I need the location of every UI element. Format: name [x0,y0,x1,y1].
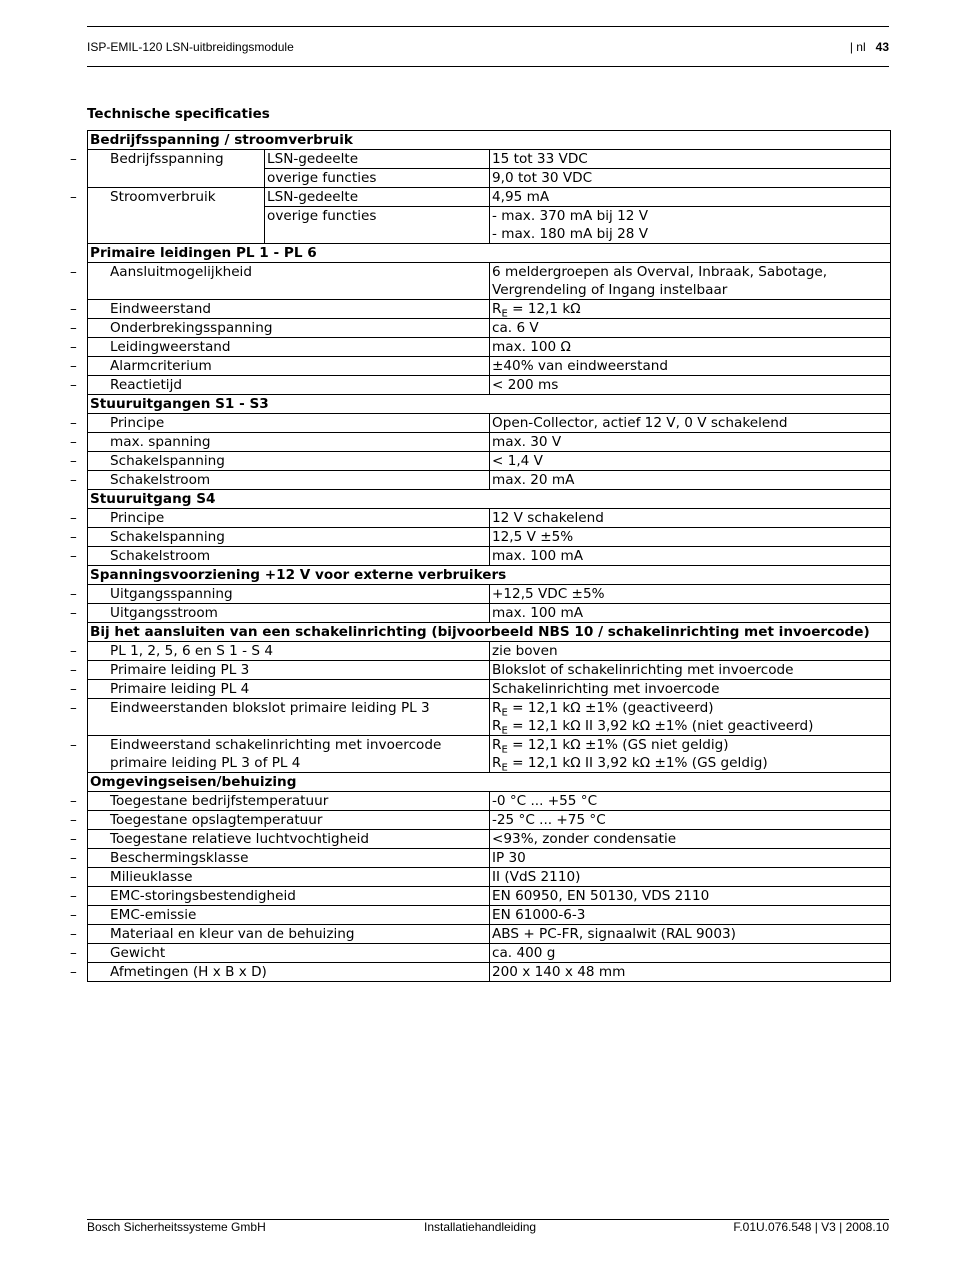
row-label: – Schakelspanning [70,453,225,469]
value-cell [490,319,891,338]
row-label: – Milieuklasse [70,869,193,885]
footer-doc-type: Installatiehandleiding [424,1220,537,1234]
value-cell [490,338,891,357]
row-label-cell [70,661,490,680]
row-label-cell [70,452,490,471]
dash-marker: – [70,812,77,828]
value-line: Schakelinrichting met invoercode [492,681,720,697]
value-line: $R_E = 12,1$ kΩ II 3,92 kΩ ±1% (GS geldig) [492,755,768,774]
row-label-cell [70,680,490,699]
row-label: – PL 1, 2, 5, 6 en S 1 - S 4 [70,643,273,659]
table-row [88,471,891,490]
row-label-cell [70,150,265,188]
footer-doc-number: F.01U.076.548 | V3 | 2008.10 [733,1220,889,1234]
table-row [88,642,891,661]
row-label-cell [70,887,490,906]
row-label: – Eindweerstand [70,301,212,317]
value-line: max. 100 mA [492,548,584,564]
table-row [88,357,891,376]
row-label: – Leidingweerstand [70,339,231,355]
value-line: < 200 ms [492,377,559,393]
value-cell [490,188,891,207]
group-header-row [88,773,891,792]
dash-marker: – [70,700,77,716]
dash-marker: – [70,964,77,980]
row-label-cell [70,319,490,338]
value-cell [490,792,891,811]
row-label-cell [70,811,490,830]
value-line: ABS + PC-FR, signaalwit (RAL 9003) [492,926,736,942]
value-cell [490,433,891,452]
table-row [88,963,891,982]
value-line: - max. 370 mA bij 12 V [492,208,649,224]
value-line: zie boven [492,643,558,659]
table-row [88,830,891,849]
row-label-cell [70,338,490,357]
value-cell [490,811,891,830]
table-row [88,792,891,811]
row-label-cell [70,925,490,944]
table-row [88,528,891,547]
value-cell [490,207,891,244]
value-line: 200 x 140 x 48 mm [492,964,626,980]
dash-marker: – [70,453,77,469]
value-cell [490,528,891,547]
dash-marker: – [70,662,77,678]
table-row [88,868,891,887]
value-line: ±40% van eindweerstand [492,358,669,374]
value-line: - max. 180 mA bij 28 V [492,226,649,242]
table-row [88,547,891,566]
value-cell [490,944,891,963]
row-label: – Schakelspanning [70,529,225,545]
row-label-cell [70,604,490,623]
value-line: $R_E = 12,1$ kΩ ±1% (GS niet geldig) [492,737,729,756]
row-label-cell [70,830,490,849]
row-label: – Primaire leiding PL 3 [70,662,250,678]
value-cell [490,585,891,604]
value-line: ca. 6 V [492,320,539,336]
dash-marker: – [70,850,77,866]
table-row [88,188,891,207]
row-label-cell [70,471,490,490]
row-label: – Primaire leiding PL 4 [70,681,250,697]
group-header-row [88,623,891,642]
value-cell [490,471,891,490]
group-header-row [88,490,891,509]
value-cell [490,661,891,680]
row-label: – Aansluitmogelijkheid [70,264,252,280]
dash-marker: – [70,377,77,393]
sub-label-cell: LSN-gedeelte [265,150,490,169]
dash-marker: – [70,189,77,205]
value-cell [490,887,891,906]
value-line: EN 61000-6-3 [492,907,586,923]
dash-marker: – [70,415,77,431]
dash-marker: – [70,831,77,847]
table-row [88,811,891,830]
header-doc-title: ISP-EMIL-120 LSN-uitbreidingsmodule [87,40,294,54]
dash-marker: – [70,510,77,526]
row-label: – Onderbrekingsspanning [70,320,273,336]
value-line: -25 °C ... +75 °C [492,812,606,828]
dash-marker: – [70,926,77,942]
value-cell [490,604,891,623]
header-language: | nl [849,40,866,54]
row-label-cell [70,263,490,300]
table-row [88,887,891,906]
value-cell [490,452,891,471]
value-line: 15 tot 33 VDC [492,151,588,167]
value-line: Open-Collector, actief 12 V, 0 V schakelend [492,415,788,431]
row-label: – Toegestane bedrijfstemperatuur [70,793,329,809]
row-label: – Reactietijd [70,377,182,393]
table-row [88,300,891,319]
sub-label-cell: LSN-gedeelte [265,188,490,207]
row-label: – Alarmcriterium [70,358,212,374]
group-title: Omgevingseisen/behuizing [88,773,891,792]
row-label: – Eindweerstanden blokslot primaire leiding PL 3 [70,700,430,716]
dash-marker: – [70,529,77,545]
row-label-cell [70,868,490,887]
table-row [88,414,891,433]
dash-marker: – [70,339,77,355]
row-label: – Bedrijfsspanning [70,151,224,167]
table-row [88,452,891,471]
value-cell [490,169,891,188]
row-label-cell [70,699,490,736]
dash-marker: – [70,643,77,659]
dash-marker: – [70,869,77,885]
row-label: – Beschermingsklasse [70,850,249,866]
dash-marker: – [70,586,77,602]
group-header-row [88,566,891,585]
dash-marker: – [70,472,77,488]
row-label: – Uitgangsstroom [70,605,218,621]
value-cell [490,868,891,887]
footer-company: Bosch Sicherheitssysteme GmbH [87,1220,266,1234]
section-title: Technische specificaties [87,106,270,122]
value-line: Vergrendeling of Ingang instelbaar [492,282,728,298]
row-label: – EMC-storingsbestendigheid [70,888,296,904]
value-cell [490,376,891,395]
value-line: -0 °C ... +55 °C [492,793,598,809]
group-title: Primaire leidingen PL 1 - PL 6 [88,244,891,263]
group-title: Bedrijfsspanning / stroomverbruik [88,131,891,150]
value-cell [490,509,891,528]
value-line: 12,5 V ±5% [492,529,574,545]
value-cell [490,849,891,868]
value-line: max. 20 mA [492,472,575,488]
page-number: 43 [875,40,889,54]
row-label-cell [70,300,490,319]
row-label-cell [70,188,265,244]
dash-marker: – [70,945,77,961]
value-line: max. 100 mA [492,605,584,621]
dash-marker: – [70,907,77,923]
row-label: – Materiaal en kleur van de behuizing [70,926,355,942]
value-line: Blokslot of schakelinrichting met invoercode [492,662,794,678]
dash-marker: – [70,605,77,621]
table-row [88,906,891,925]
row-label-cell [70,376,490,395]
row-label: – Toegestane opslagtemperatuur [70,812,323,828]
group-title: Stuuruitgang S4 [88,490,891,509]
row-label-cell [70,849,490,868]
value-line: 4,95 mA [492,189,550,205]
value-line: $R_E = 12,1$ kΩ ±1% (geactiveerd) [492,700,714,719]
value-line: EN 60950, EN 50130, VDS 2110 [492,888,710,904]
table-row [88,604,891,623]
table-row [88,680,891,699]
row-label-cell [70,414,490,433]
value-line: $R_E = 12,1$ kΩ II 3,92 kΩ ±1% (niet geactiveerd) [492,718,814,737]
row-label-cell [70,963,490,982]
table-row [88,319,891,338]
sub-label-cell: overige functies [265,169,490,188]
value-line: <93%, zonder condensatie [492,831,677,847]
group-header-row [88,131,891,150]
value-line: ca. 400 g [492,945,556,961]
value-line: 12 V schakelend [492,510,604,526]
dash-marker: – [70,888,77,904]
table-row [88,925,891,944]
value-cell [490,263,891,300]
group-header-row [88,395,891,414]
value-cell [490,736,891,773]
row-label: – Uitgangsspanning [70,586,233,602]
value-cell [490,414,891,433]
value-line: < 1,4 V [492,453,543,469]
table-row [88,849,891,868]
row-label-cell [70,792,490,811]
spec-table [70,130,891,982]
value-line: max. 100 Ω [492,339,571,355]
row-label: – Toegestane relatieve luchtvochtigheid [70,831,370,847]
value-cell [490,906,891,925]
row-label-cell [70,433,490,452]
group-title: Spanningsvoorziening +12 V voor externe verbruikers [88,566,891,585]
sub-label-cell: overige functies [265,207,490,244]
row-label: – Schakelstroom [70,472,211,488]
row-label: – max. spanning [70,434,211,450]
table-row [88,661,891,680]
value-line: max. 30 V [492,434,562,450]
value-line: II (VdS 2110) [492,869,581,885]
group-title: Bij het aansluiten van een schakelinrichting (bijvoorbeeld NBS 10 / schakelinrichting met invoercode) [88,623,891,642]
value-cell [490,300,891,319]
row-label-cell [70,528,490,547]
header-page-info [850,40,889,54]
row-label: – Schakelstroom [70,548,211,564]
dash-marker: – [70,301,77,317]
value-cell [490,547,891,566]
dash-marker: – [70,793,77,809]
value-line: +12,5 VDC ±5% [492,586,605,602]
row-label-cell [70,944,490,963]
dash-marker: – [70,151,77,167]
header-bottom-rule [87,66,889,67]
row-label: – Principe [70,510,165,526]
value-cell [490,830,891,849]
row-label-cell [70,509,490,528]
dash-marker: – [70,681,77,697]
value-cell [490,357,891,376]
table-row [88,150,891,169]
dash-marker: – [70,548,77,564]
value-cell [490,925,891,944]
table-row [88,736,891,773]
value-cell [490,150,891,169]
value-line: IP 30 [492,850,526,866]
table-row [88,338,891,357]
value-cell [490,642,891,661]
dash-marker: – [70,737,77,753]
dash-marker: – [70,358,77,374]
header-top-rule [87,26,889,27]
row-label: – Gewicht [70,945,166,961]
row-label: – EMC-emissie [70,907,197,923]
row-label-cell [70,906,490,925]
row-label: – Principe [70,415,165,431]
value-line: 9,0 tot 30 VDC [492,170,593,186]
table-row [88,699,891,736]
table-row [88,433,891,452]
value-line: 6 meldergroepen als Overval, Inbraak, Sabotage, [492,264,828,280]
row-label-cell [70,736,490,773]
group-header-row [88,244,891,263]
table-row [88,944,891,963]
table-row [88,376,891,395]
row-label: – Eindweerstand schakelinrichting met invoercode primaire leiding PL 3 of PL 4 [70,737,442,771]
row-label-cell [70,357,490,376]
row-label: – Stroomverbruik [70,189,216,205]
dash-marker: – [70,434,77,450]
value-cell [490,699,891,736]
group-title: Stuuruitgangen S1 - S3 [88,395,891,414]
value-line: $R_E = 12,1$ kΩ [492,301,581,320]
table-row [88,585,891,604]
row-label: – Afmetingen (H x B x D) [70,964,267,980]
value-cell [490,963,891,982]
row-label-cell [70,585,490,604]
table-row [88,509,891,528]
row-label-cell [70,547,490,566]
table-row [88,263,891,300]
row-label-cell [70,642,490,661]
value-cell [490,680,891,699]
dash-marker: – [70,264,77,280]
dash-marker: – [70,320,77,336]
